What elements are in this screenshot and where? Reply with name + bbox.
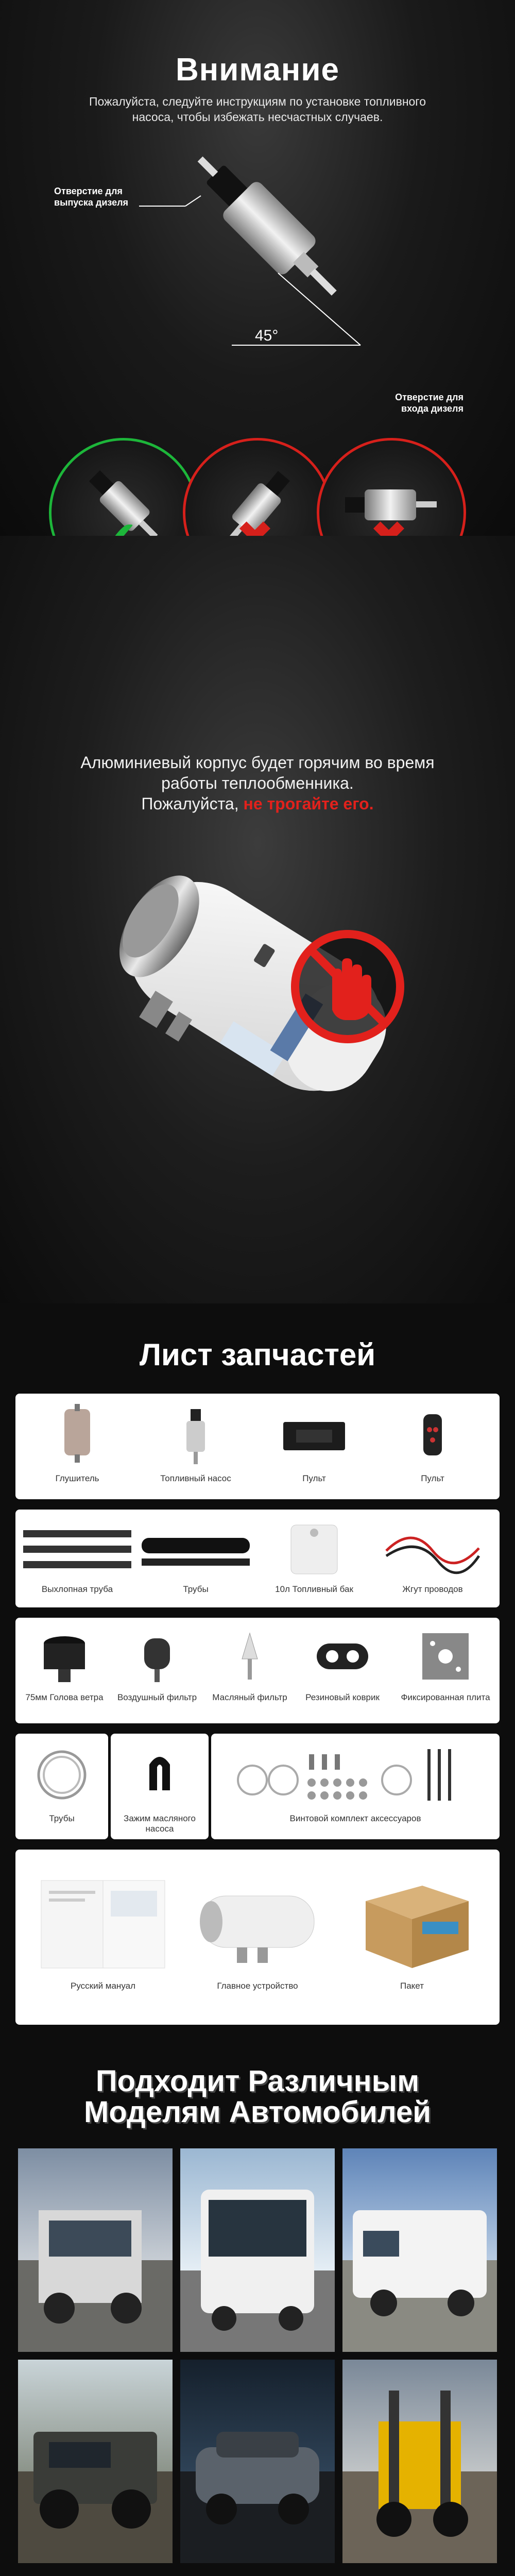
attention-subtitle: Пожалуйста, следуйте инструкциям по установке топливного насоса, чтобы избежать несчастных случаев. [89, 95, 426, 124]
part-wind-head: 75мм Голова ветра [18, 1628, 111, 1703]
attention-section [0, 0, 515, 536]
vehicle-suv-image [180, 2360, 335, 2563]
parts-card-row4-clamp [111, 1734, 209, 1839]
angle-label: 45° [255, 327, 279, 344]
part-screw-kit: Винтовой комплект аксессуаров [211, 1744, 500, 1824]
hot-body-line1: Алюминиевый корпус будет горячим во время работы теплообменника. [80, 753, 435, 792]
package-icon [345, 1870, 479, 1973]
part-remote: Пульт [381, 1404, 484, 1484]
vehicle-forklift-image [342, 2360, 497, 2563]
vehicle-truck-image [18, 2148, 173, 2352]
part-pump-clamp: Зажим масляного насоса [111, 1744, 209, 1834]
fuel-tank-icon [283, 1520, 345, 1577]
part-manual: Русский мануал [26, 1870, 180, 1991]
part-fuel-pump: Топливный насос [144, 1404, 247, 1484]
part-oil-filter: Масляный фильтр [203, 1628, 296, 1703]
oil-filter-icon [234, 1628, 265, 1685]
pump-clamp-icon [134, 1744, 185, 1806]
hot-body-line2-warning: не трогайте его. [243, 794, 374, 813]
part-air-filter: Воздушный фильтр [111, 1628, 203, 1703]
part-fuel-tank: 10л Топливный бак [263, 1520, 366, 1595]
part-pipes: Трубы [139, 1520, 252, 1595]
exhaust-pipe-icon [21, 1520, 134, 1577]
vehicle-bus-image [180, 2148, 335, 2352]
parts-card-row2 [15, 1510, 500, 1607]
manual-icon [36, 1870, 170, 1973]
small-pipes-icon [28, 1744, 95, 1806]
wire-harness-icon [381, 1520, 484, 1577]
part-fixed-plate: Фиксированная плита [399, 1628, 492, 1703]
inlet-label: Отверстие для входа дизеля [395, 392, 464, 414]
hot-body-line2: Пожалуйста, [141, 794, 244, 813]
parts-card-row4-pipes [15, 1734, 108, 1839]
vehicle-offroad-image [18, 2360, 173, 2563]
fixed-plate-icon [417, 1628, 474, 1685]
air-filter-icon [136, 1628, 178, 1685]
vehicle-camper-image [342, 2148, 497, 2352]
rubber-mat-icon [312, 1628, 373, 1685]
no-touch-icon [288, 927, 407, 1046]
fuel-pump-icon [180, 1404, 211, 1466]
dimension-lines [139, 170, 381, 366]
part-exhaust-pipe: Выхлопная труба [21, 1520, 134, 1595]
main-unit-icon [191, 1870, 324, 1973]
part-muffler: Глушитель [26, 1404, 129, 1484]
part-control-panel: Пульт [263, 1404, 366, 1484]
remote-icon [417, 1404, 448, 1466]
part-package: Пакет [335, 1870, 489, 1991]
screw-kit-icon [232, 1744, 479, 1806]
parts-card-row4-screws [211, 1734, 500, 1839]
part-main-unit: Главное устройство [180, 1870, 335, 1991]
part-wire-harness: Жгут проводов [376, 1520, 489, 1595]
hot-body-warning [62, 752, 453, 814]
part-rubber-mat: Резиновый коврик [296, 1628, 389, 1703]
parts-card-row5 [15, 1850, 500, 2025]
vehicles-title: Подходит Различным Моделям Автомобилей [84, 2064, 431, 2129]
parts-card-row3 [15, 1618, 500, 1723]
attention-title: Внимание [176, 52, 339, 88]
parts-title: Лист запчастей [139, 1337, 376, 1372]
hot-body-section [0, 536, 515, 1303]
parts-card-row1 [15, 1394, 500, 1499]
muffler-icon [59, 1404, 95, 1466]
part-small-pipes: Трубы [15, 1744, 108, 1824]
outlet-label: Отверстие для выпуска дизеля [54, 186, 129, 208]
control-panel-icon [281, 1404, 348, 1466]
wind-head-icon [33, 1628, 95, 1685]
pipes-icon [139, 1520, 252, 1577]
